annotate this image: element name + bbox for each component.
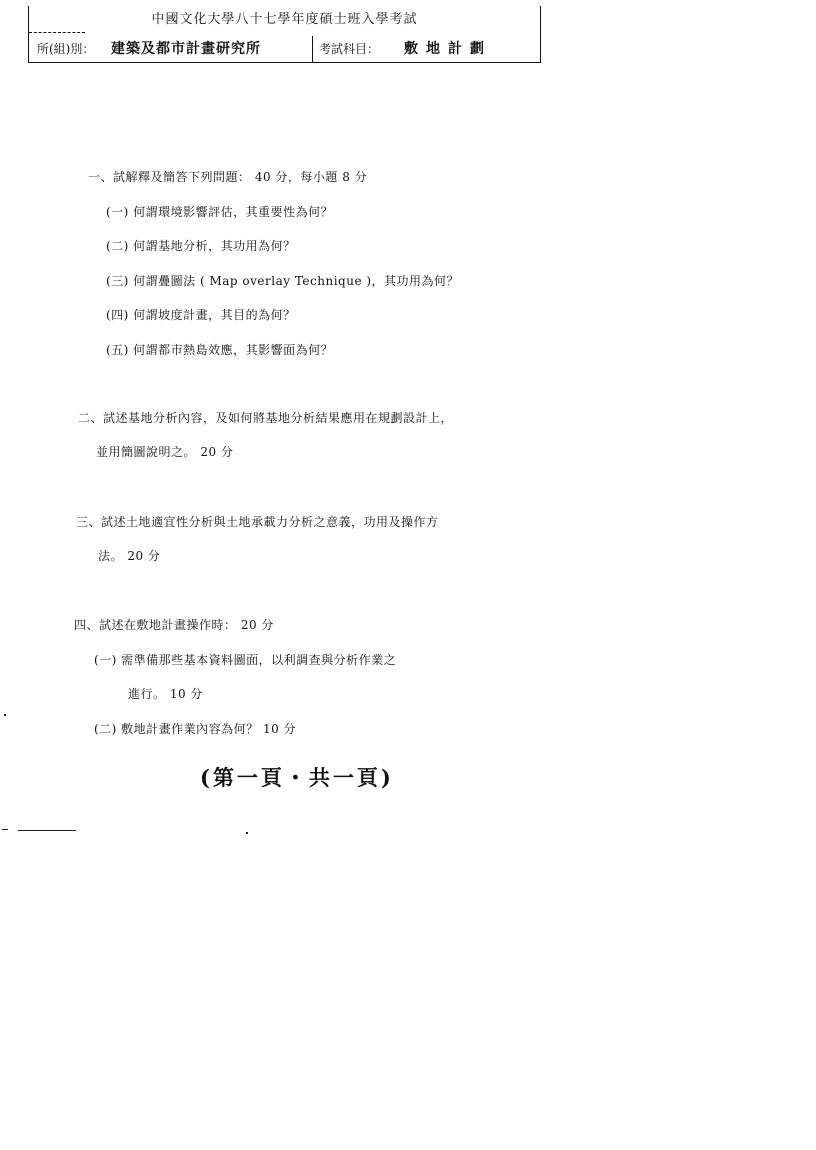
department-label: 所(組)別： — [37, 42, 95, 56]
scan-mark — [18, 830, 76, 831]
scan-mark — [4, 714, 6, 716]
header-info-row — [29, 36, 540, 62]
exam-header — [28, 6, 541, 63]
question-2-line-1: 二、試述基地分析內容，及如何將基地分析結果應用在規劃設計上， — [78, 411, 454, 425]
question-1-sub-2: (二) 何謂基地分析，其功用為何？ — [106, 239, 296, 253]
scan-mark — [246, 832, 248, 834]
question-1-sub-4: (四) 何謂坡度計畫，其目的為何？ — [106, 308, 296, 322]
question-4-stem: 四、試述在敷地計畫操作時： 20 分 — [74, 618, 274, 632]
question-1-sub-3: (三) 何謂疊圖法 ( Map overlay Technique )，其功用為何？ — [106, 274, 460, 288]
question-2-line-2: 並用簡圖說明之。 20 分 — [96, 445, 234, 459]
department-value: 建築及都市計畫研究所 — [111, 41, 261, 57]
subject-label: 考試科目： — [319, 42, 380, 56]
question-4-sub-1-line-2: 進行。 10 分 — [128, 687, 203, 701]
scan-mark — [2, 829, 8, 830]
question-1-sub-5: (五) 何謂都市熱島效應，其影響面為何？ — [106, 343, 334, 357]
question-1-sub-1: (一) 何謂環境影響評估，其重要性為何？ — [106, 205, 334, 219]
exam-title: 中國文化大學八十七學年度碩士班入學考試 — [151, 12, 418, 27]
header-divider — [29, 32, 85, 33]
subject-value: 敷地計劃 — [404, 41, 492, 57]
header-row-separator — [312, 36, 313, 62]
question-3-line-1: 三、試述土地適宜性分析與土地承載力分析之意義，功用及操作方 — [76, 515, 439, 529]
question-4-sub-2: (二) 敷地計畫作業內容為何？ 10 分 — [94, 722, 297, 736]
question-3-line-2: 法。 20 分 — [98, 549, 161, 563]
question-1-stem: 一、試解釋及簡答下列問題： 40 分，每小題 8 分 — [88, 170, 368, 184]
question-4-sub-1-line-1: (一) 需準備那些基本資料圖面，以利調查與分析作業之 — [94, 653, 397, 667]
page-footer: (第一頁・共一頁) — [200, 765, 394, 790]
